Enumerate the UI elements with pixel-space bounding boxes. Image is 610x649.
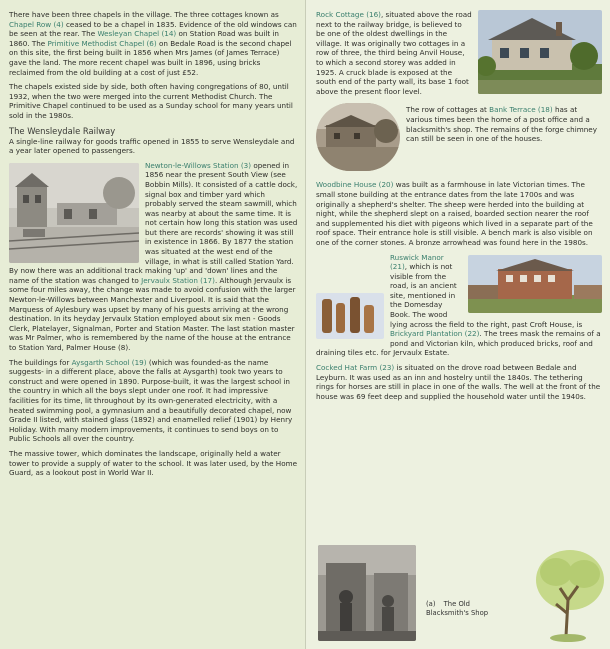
text: The buildings for [9, 357, 72, 367]
text: has at various times been the home of a post office and a blacksmith's shop. The remains of the forge chimney can still be seen in one of the houses. [406, 105, 597, 144]
text: was built as a farmhouse in late Victorian times. The small stone building at the entrance dates from the late 1700s and was originally a shepherd's shelter. The sheep were herded into the building at night, while the shepherd slept on a raised, boarded section nearer the roof and supplemented his diet with pigeons which lived in a separate part of the roof space. Their entrance hole is still visible. A bench mark is also visible on one of the corner stones. A bronze arrowhead was found here in the 1980s. [316, 180, 593, 247]
railway-intro: A single-line railway for goods traffic opened in 1855 to serve Wensleydale and a year later opened to passengers. [9, 136, 295, 156]
text: (which was founded-as the name suggests- in a different place, above the falls at Aysgarth) took two years to construct and were opened in 1890. Purpose-built, it was the largest school in the country in which all the boys slept under one roof. It had impressive facilities for its time, lit throughout by its own-generated electricity, with a heated swimming pool, a gymnasium and a beautifully decorated chapel, now Grade II listed, with stained glass (1892) and enamelled relief (1901) by Henry Holiday. With many modern improvements, it continues to send boys on to Public Schools all over the country. [9, 357, 293, 444]
willow-tree-illustration [532, 544, 608, 644]
wesleyan-chapel-name: Wesleyan Chapel (14) [97, 29, 177, 39]
bank-terrace-name: Bank Terrace (18) [489, 105, 553, 115]
text: on Bedale Road is the second chapel on this site, the first being built in 1856 when Mrs James (of James Terrace) gave the land. The more recent chapel was built in 1896, using bricks reclaimed from the old building at a cost of just £52. [9, 38, 292, 77]
blacksmith-shop-photo [318, 545, 416, 641]
text: , situated above the road next to the railway bridge, is believed to be one of the oldest dwellings in the village. It was originally two cottages in a row of three, the third being Anvil House, to which a second storey was added in 1925. A cruck blade is exposed at the south end of the party wall, its base 1 foot above the present floor level. [316, 10, 472, 96]
cocked-hat-farm-name: Cocked Hat Farm (23) [316, 363, 395, 373]
chapel-row-name: Chapel Row (4) [9, 19, 64, 29]
primitive-chapel-name: Primitive Methodist Chapel (6) [47, 38, 157, 48]
newton-station-name: Newton-le-Willows Station (3) [145, 160, 252, 170]
woodbine-paragraph [316, 180, 602, 247]
woodbine-house-name: Woodbine House (20) [316, 180, 394, 190]
aysgarth-school-name: Aysgarth School (19) [71, 357, 147, 367]
caption-text: The Old Blacksmith's Shop [426, 600, 489, 617]
railway-heading: The Wensleydale Railway [9, 125, 116, 136]
chapels-paragraph [9, 10, 298, 77]
text: . Although Jervaulx is some four miles away, the change was made to avoid confusion with the larger Newton-le-Willows between Manchester and Liverpool. It is said that the Marquess of Aylesbury was upset by many of his guests arriving at the wrong destination. In its heyday Jervaulx Station employed about six men - Goods Clerk, Platelayer, Signalman, Porter and Station Master. The last station master was Mr Palmer, who is remembered by the name of the house at the entrance to Station Yard, Palmer House (8). [9, 275, 296, 352]
tower-paragraph: The massive tower, which dominates the landscape, originally held a water tower to provide a supply of water to the school. It was later used, by the Home Guard, as a lookout post in World War II. [9, 448, 298, 478]
text: , which is not visible from the road, is an ancient site, mentioned in the Domesday Book. The wood lying across the field to the right, past Croft House, is [390, 262, 583, 329]
ruswick-manor-photo [468, 255, 602, 313]
bank-terrace-photo [316, 103, 400, 171]
railway-station-photo [9, 163, 139, 263]
text: opened in 1856 near the present South View (see Bobbin Mills). It consisted of a cattle dock, signal box and timber yard which probably served the steam sawmill, which was nearby at about the same time. It is not certain how long this station was used but there are records' showing it was still in existence in 1866. By 1877 the station was situated at the west end of the village, in what is still called Station Yard. By now there was an additional track making 'up' and 'down' lines and the name of the station was changed to [9, 160, 298, 285]
rock-cottage-name: Rock Cottage (16) [316, 10, 381, 19]
caption-letter: (a) [426, 600, 436, 608]
right-column [306, 0, 610, 649]
text: is situated on the drove road between Bedale and Leyburn. It was used as an inn and hostelry until the 1840s. The tethering rings for horses are still in place in one of the walls. The well at the front of the house was 69 feet deep and supplied the household water until the 1940s. [316, 363, 601, 401]
blacksmith-caption [426, 600, 496, 618]
text: on Station Road was built in 1860. The [9, 29, 279, 48]
cocked-hat-paragraph [316, 363, 602, 401]
aysgarth-paragraph [9, 358, 298, 444]
ruswick-manor-name: Ruswick Manor (21) [390, 252, 444, 272]
text: There have been three chapels in the village. The three cottages known as [9, 10, 279, 19]
chapels-paragraph-2: The chapels existed side by side, both often having congregations of 80, until 1932, when the two were merged into the current Methodist Church. The Primitive Chapel continued to be used as a Sunday school for many years until sold in the 1980s. [9, 82, 293, 120]
brickyard-plantation-name: Brickyard Plantation (22) [390, 329, 480, 339]
brick-finds-photo [316, 293, 384, 339]
text: . The trees mask the remains of a pond and Victorian kiln, which produced bricks, roof and draining tiles etc. for Jervaulx Estate. [316, 329, 601, 358]
jervaulx-station-name: Jervaulx Station (17) [141, 275, 215, 285]
text: ceased to be a chapel in 1835. Evidence of the old windows can be seen at the rear. The [9, 19, 297, 39]
rock-cottage-photo [478, 10, 602, 94]
text: The row of cottages at [406, 105, 490, 115]
